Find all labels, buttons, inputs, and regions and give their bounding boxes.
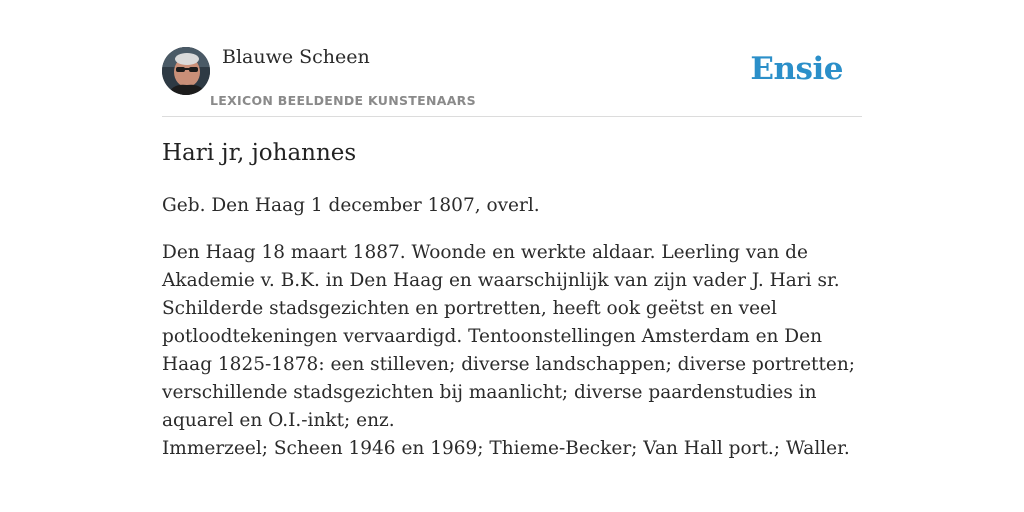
- page-title: Hari jr, johannes: [162, 140, 357, 166]
- brand-logo[interactable]: Ensie: [750, 51, 843, 87]
- collection-name[interactable]: LEXICON BEELDENDE KUNSTENAARS: [210, 93, 476, 108]
- author-avatar[interactable]: [162, 47, 210, 95]
- article-paragraph-birth: Geb. Den Haag 1 december 1807, overl.: [162, 195, 540, 216]
- avatar-photo-icon: [162, 47, 210, 95]
- article-paragraph-sources: Immerzeel; Scheen 1946 en 1969; Thieme-Becker; Van Hall port.; Waller.: [162, 438, 850, 459]
- page-header: [162, 45, 862, 117]
- author-name[interactable]: Blauwe Scheen: [222, 46, 370, 68]
- article-paragraph-biography: Den Haag 18 maart 1887. Woonde en werkte aldaar. Leerling van de Akademie v. B.K. in Den Haag en waarschijnlijk van zijn vader J. Hari sr. Schilderde stadsgezichten en portretten, heeft ook geëtst en veel potloodtekeningen vervaardigd. Tentoonstellingen Amsterdam en Den Haag 1825-1878: een stilleven; diverse landschappen; diverse portretten; verschillende stadsgezichten bij maanlicht; diverse paardenstudies in aquarel en O.I.-inkt; enz.: [162, 242, 856, 431]
